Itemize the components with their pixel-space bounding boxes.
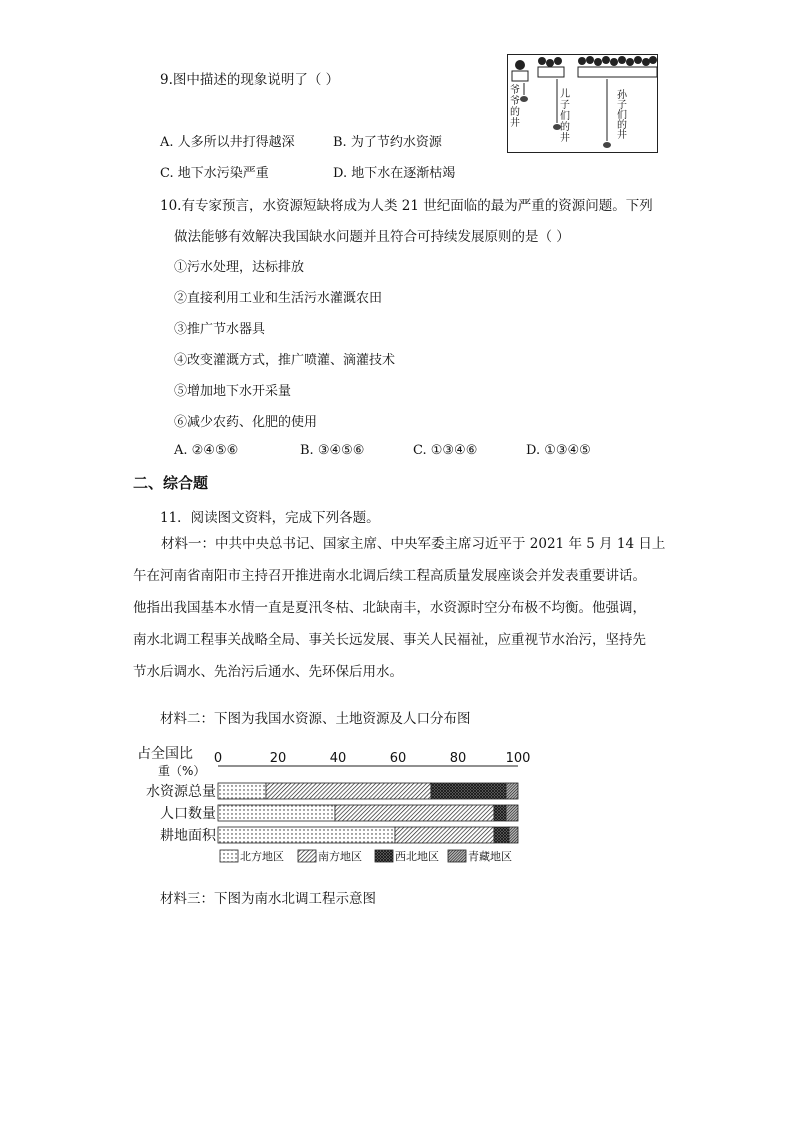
bar-segment: [494, 805, 506, 821]
q10-stem-line1: 10.有专家预言，水资源短缺将成为人类 21 世纪面临的最为严重的资源问题。下列: [160, 198, 653, 214]
legend-label: 青藏地区: [468, 850, 512, 863]
q10-option-a: A. ②④⑤⑥: [174, 443, 239, 458]
material1-line: 材料一：中共中央总书记、国家主席、中央军委主席习近平于 2021 年 5 月 14 日上: [161, 536, 666, 552]
cartoon-label-grandsons: 孙子们的井: [617, 90, 627, 141]
bar-segment: [266, 783, 431, 799]
category-label: 水资源总量: [146, 784, 216, 800]
legend-swatch: [375, 850, 393, 862]
category-label: 人口数量: [160, 806, 216, 822]
material1-line: 南水北调工程事关战略全局、事关长远发展、事关人民福祉，应重视节水治污，坚持先: [133, 632, 646, 648]
wells-cartoon-drawing: [508, 55, 657, 152]
q9-option-a: A. 人多所以井打得越深: [160, 135, 295, 150]
bar-segment: [218, 827, 395, 843]
q10-item-5: ⑤增加地下水开采量: [174, 384, 292, 399]
chart-ylabel-line2: 重（%）: [158, 764, 206, 778]
legend-swatch: [448, 850, 466, 862]
chart-ylabel-line1: 占全国比: [137, 746, 193, 762]
q9-option-b: B. 为了节约水资源: [333, 135, 442, 150]
material1-line: 他指出我国基本水情一直是夏汛冬枯、北缺南丰，水资源时空分布极不均衡。他强调，: [133, 600, 646, 616]
q10-item-6: ⑥减少农药、化肥的使用: [174, 415, 318, 430]
bar-segment: [506, 805, 518, 821]
legend-label: 西北地区: [395, 850, 439, 863]
bar-segment: [218, 805, 335, 821]
x-tick-label: 20: [269, 751, 287, 766]
x-tick-label: 40: [329, 751, 347, 766]
category-label: 耕地面积: [160, 828, 216, 844]
x-tick-label: 0: [213, 751, 223, 766]
q11-material2: 材料二：下图为我国水资源、土地资源及人口分布图: [160, 711, 471, 727]
bar-segment: [431, 783, 506, 799]
q10-option-d: D. ①③④⑤: [526, 443, 591, 458]
legend-label: 南方地区: [318, 850, 362, 863]
q9-stem: 9.图中描述的现象说明了（ ）: [160, 72, 340, 88]
x-tick-label: 60: [389, 751, 407, 766]
q11-material1: [133, 528, 666, 688]
q10-item-4: ④改变灌溉方式，推广喷灌、滴灌技术: [174, 353, 396, 368]
bar-segment: [218, 783, 266, 799]
q10-option-b: B. ③④⑤⑥: [300, 443, 365, 458]
bar-segment: [509, 827, 518, 843]
q10-item-3: ③推广节水器具: [174, 322, 266, 337]
material1-line: 午在河南省南阳市主持召开推进南水北调后续工程高质量发展座谈会并发表重要讲话。: [133, 568, 646, 584]
x-tick-label: 100: [505, 751, 531, 766]
q10-option-c: C. ①③④⑥: [413, 443, 478, 458]
cartoon-label-sons: 儿子们的井: [560, 89, 570, 144]
q10-item-2: ②直接利用工业和生活污水灌溉农田: [174, 291, 383, 306]
q9-option-d: D. 地下水在逐渐枯竭: [333, 166, 456, 181]
bar-segment: [506, 783, 518, 799]
q10-stem-line2: 做法能够有效解决我国缺水问题并且符合可持续发展原则的是（ ）: [174, 229, 570, 245]
section-title: 二、综合题: [133, 474, 209, 492]
bar-segment: [494, 827, 509, 843]
q10-item-1: ①污水处理，达标排放: [174, 260, 305, 275]
q11-material3: 材料三：下图为南水北调工程示意图: [160, 891, 376, 907]
material1-line: 节水后调水、先治污后通水、先环保后用水。: [133, 664, 403, 680]
legend-swatch: [220, 850, 238, 862]
bar-segment: [395, 827, 494, 843]
wells-cartoon: [507, 54, 658, 153]
legend-label: 北方地区: [240, 850, 284, 863]
q11-stem: 11．阅读图文资料，完成下列各题。: [160, 510, 380, 526]
cartoon-label-grandpa: 爷爷的井: [510, 85, 520, 129]
q9-option-c: C. 地下水污染严重: [160, 166, 269, 181]
x-tick-label: 80: [449, 751, 467, 766]
bar-segment: [335, 805, 494, 821]
legend-swatch: [298, 850, 316, 862]
